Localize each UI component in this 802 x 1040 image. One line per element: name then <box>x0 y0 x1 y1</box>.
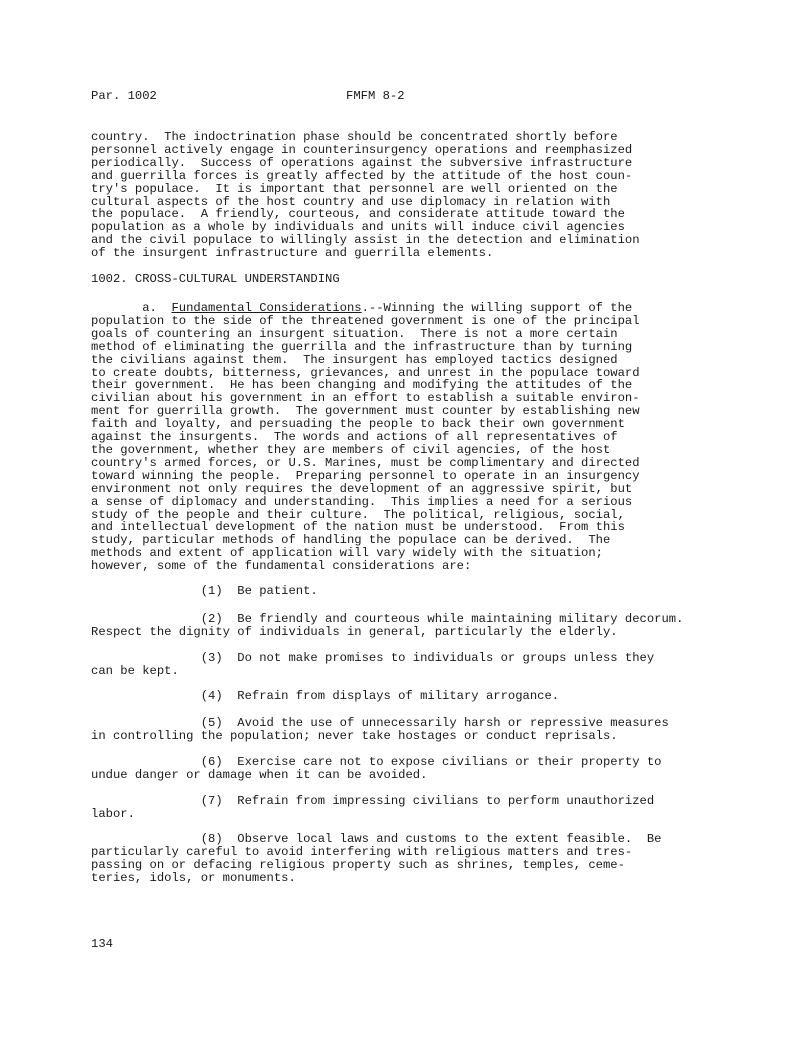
paragraph-a-line: a sense of diplomacy and understanding. This implies a need for a serious <box>91 494 633 509</box>
consideration-item-line: (6) Exercise care not to expose civilians or their property to <box>91 755 662 769</box>
paragraph-a-title: Fundamental Considerations <box>171 301 362 315</box>
paragraph-reference: Par. 1002 <box>91 89 157 103</box>
consideration-item-line: (1) Be patient. <box>91 584 318 598</box>
consideration-item <box>91 717 691 743</box>
paragraph-a-line: population to the side of the threatened government is one of the principal <box>91 313 640 328</box>
manual-designation: FMFM 8-2 <box>346 89 405 103</box>
consideration-item-line: (4) Refrain from displays of military arrogance. <box>91 689 560 703</box>
paragraph-a-line: and intellectual development of the nation must be understood. From this <box>91 520 625 535</box>
paragraph-a-line: however, some of the fundamental considerations are: <box>91 559 472 574</box>
paragraph-a-line: study, particular methods of handling the populace can be derived. The <box>91 533 611 548</box>
consideration-item-line: undue danger or damage when it can be avoided. <box>91 767 428 782</box>
consideration-item-line: can be kept. <box>91 663 179 678</box>
consideration-item-line: particularly careful to avoid interfering with religious matters and tres- <box>91 844 633 859</box>
section-heading: 1002. CROSS-CULTURAL UNDERSTANDING <box>91 272 340 286</box>
intro-line: country. The indoctrination phase should be concentrated shortly before <box>91 130 618 144</box>
paragraph-a-indent: a. <box>91 301 172 315</box>
consideration-item <box>91 613 691 639</box>
paragraph-a-line: goals of countering an insurgent situation. There is not a more certain <box>91 326 618 341</box>
consideration-item <box>91 833 691 885</box>
intro-line: and guerrilla forces is greatly affected by the attitude of the host coun- <box>91 168 633 183</box>
paragraph-a-lead: .--Winning the willing support of the <box>361 301 633 315</box>
intro-line: personnel actively engage in counterinsurgency operations and reemphasized <box>91 142 633 157</box>
consideration-item <box>91 585 691 598</box>
consideration-item-line: Respect the dignity of individuals in general, particularly the elderly. <box>91 624 618 639</box>
consideration-item <box>91 652 691 678</box>
paragraph-a-line: faith and loyalty, and persuading the people to back their own government <box>91 417 625 432</box>
paragraph-a-line: environment not only requires the development of an aggressive spirit, but <box>91 481 633 496</box>
intro-line: cultural aspects of the host country and use diplomacy in relation with <box>91 194 611 209</box>
consideration-item-line: (7) Refrain from impressing civilians to perform unauthorized <box>91 794 655 808</box>
paragraph-a-line: methods and extent of application will vary widely with the situation; <box>91 546 603 561</box>
paragraph-a-line: the government, whether they are members of civil agencies, of the host <box>91 442 611 457</box>
intro-line: try's populace. It is important that personnel are well oriented on the <box>91 181 618 196</box>
paragraph-a-line: to create doubts, bitterness, grievances, and unrest in the populace toward <box>91 365 640 380</box>
consideration-item-line: (3) Do not make promises to individuals or groups unless they <box>91 651 655 665</box>
paragraph-a-line: study of the people and their culture. The political, religious, social, <box>91 507 625 522</box>
intro-line: population as a whole by individuals and units will induce civil agencies <box>91 220 625 235</box>
consideration-item <box>91 756 691 782</box>
consideration-item <box>91 690 691 703</box>
intro-paragraph <box>91 131 691 260</box>
intro-line: periodically. Success of operations against the subversive infrastructure <box>91 155 633 170</box>
paragraph-a-line: method of eliminating the guerrilla and the infrastructure than by turning <box>91 339 633 354</box>
intro-line: the populace. A friendly, courteous, and considerate attitude toward the <box>91 207 625 222</box>
paragraph-a-line: against the insurgents. The words and actions of all representatives of <box>91 430 618 445</box>
page-header <box>91 90 691 106</box>
consideration-item-line: (5) Avoid the use of unnecessarily harsh or repressive measures <box>91 716 669 730</box>
paragraph-a-line: toward winning the people. Preparing personnel to operate in an insurgency <box>91 468 640 483</box>
page-number: 134 <box>91 937 113 951</box>
paragraph-a-line: the civilians against them. The insurgent has employed tactics designed <box>91 352 618 367</box>
paragraph-a-first-line <box>91 302 691 315</box>
consideration-item-line: (2) Be friendly and courteous while maintaining military decorum. <box>91 612 684 626</box>
paragraph-a-line: civilian about his government in an effort to establish a suitable environ- <box>91 391 640 406</box>
consideration-item-line: (8) Observe local laws and customs to the extent feasible. Be <box>91 832 662 846</box>
intro-line: of the insurgent infrastructure and guerrilla elements. <box>91 246 494 261</box>
consideration-item-line: passing on or defacing religious property such as shrines, temples, ceme- <box>91 857 625 872</box>
consideration-item <box>91 795 691 821</box>
consideration-item-line: teries, idols, or monuments. <box>91 870 296 885</box>
intro-line: and the civil populace to willingly assist in the detection and elimination <box>91 233 640 248</box>
consideration-item-line: in controlling the population; never take hostages or conduct reprisals. <box>91 728 618 743</box>
paragraph-a <box>91 302 691 573</box>
paragraph-a-line: ment for guerrilla growth. The government must counter by establishing new <box>91 404 640 419</box>
paragraph-a-line: country's armed forces, or U.S. Marines, must be complimentary and directed <box>91 455 640 470</box>
paragraph-a-line: their government. He has been changing and modifying the attitudes of the <box>91 378 633 393</box>
consideration-item-line: labor. <box>91 806 135 821</box>
